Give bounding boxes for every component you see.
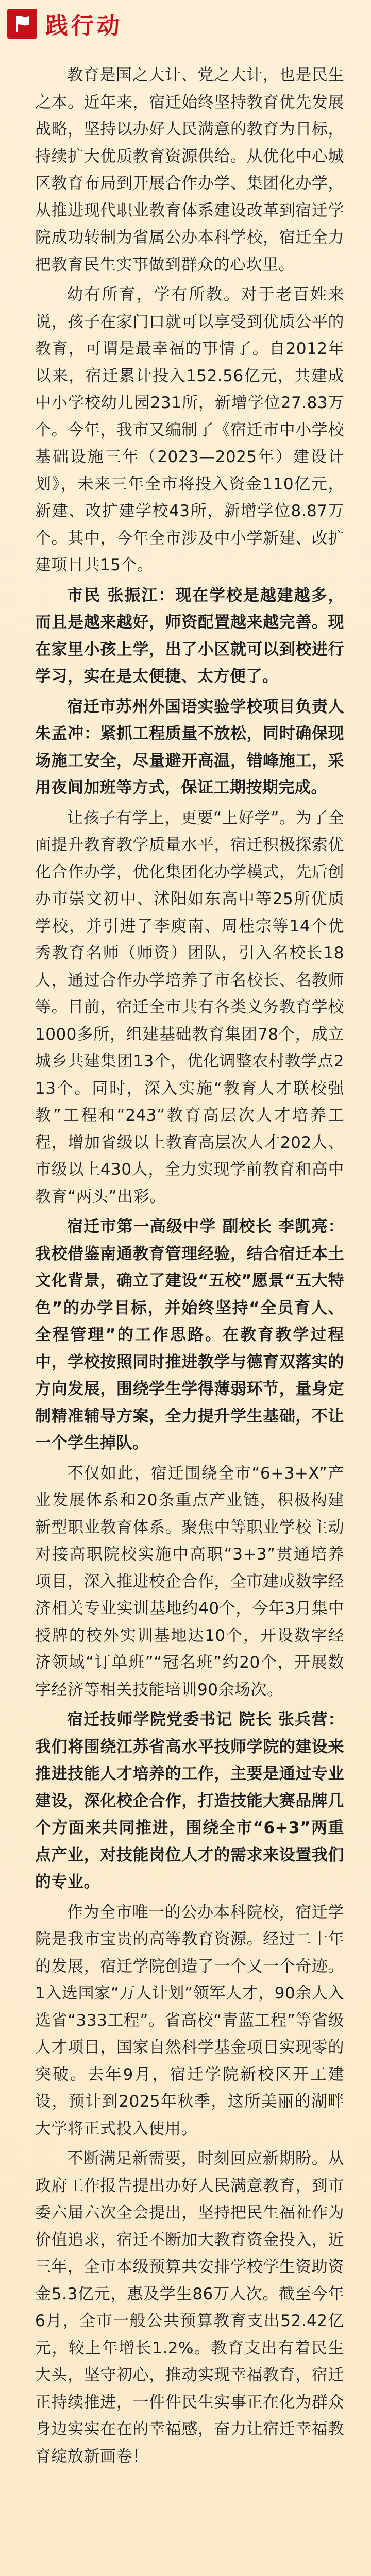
quote-citizen: 市民 张振江：现在学校是越建越多，而且是越来越好，师资配置越来越完善。现在家里小孩上学，出了小区就可以到校进行学习，实在是太便捷、太方便了。 — [35, 586, 344, 686]
paragraph-vocational-education: 不仅如此，宿迁围绕全市“6+3+X”产业发展体系和20条重点产业链，积极构建新型职业教育体系。聚焦中等职业学校主动对接高职院校实施中高职“3+3”贯通培养项目，深入推进校企合作，全市建成数字经济相关专业实训基地约40个，今年3月集中授牌的校外实训基地达10个，开设数字经济领域“订单班”“冠名班”约20个，开展数字经济等相关技能培训90余场次。 — [35, 1464, 344, 1699]
article-body — [35, 62, 344, 2473]
quote-vice-principal: 宿迁市第一高级中学 副校长 李凯亮：我校借鉴南通教育管理经验，结合宿迁本土文化背景，确立了建设“五校”愿景“五大特色”的办学目标，并始终坚持“全员育人、全程管理”的工作思路。在教育教学过程中，学校按照同时推进教学与德育双落实的方向发展，围绕学生学得薄弱环节，量身定制精准辅导方案，全力提升学生基础，不让一个学生掉队。 — [35, 1217, 344, 1452]
flag-icon — [7, 9, 37, 39]
paragraph-conclusion: 不断满足新需要，时刻回应新期盼。从政府工作报告提出办好人民满意教育，到市委六届六次全会提出，坚持把民生福祉作为价值追求，宿迁不断加大教育资金投入，近三年，全市本级预算共安排学校学生资助资金5.3亿元，惠及学生86万人次。截至今年6月，全市一般公共预算教育支出52.42亿元，较上年增长1.2%。教育支出有着民生大头，坚守初心，推动实现幸福教育，宿迁正持续推进，一件件民生实事正在化为群众身边实实在在的幸福感，奋力让宿迁幸福教育绽放新画卷！ — [35, 2149, 344, 2466]
paragraph-intro: 教育是国之大计、党之大计，也是民生之本。近年来，宿迁始终坚持教育优先发展战略，坚持以办好人民满意的教育为目标，持续扩大优质教育资源供给。从优化中心城区教育布局到开展合作办学、集团化办学，从推进现代职业教育体系建设改革到宿迁学院成功转制为省属公办本科学校，宿迁全力把教育民生实事做到群众的心坎里。 — [35, 66, 344, 274]
quote-project-manager: 宿迁市苏州外国语实验学校项目负责人 朱孟冲：紧抓工程质量不放松，同时确保现场施工安全，尽量避开高温，错峰施工，采用夜间加班等方式，保证工期按期完成。 — [35, 697, 344, 797]
paragraph-cooperative-schooling: 让孩子有学上，更要“上好学”。为了全面提升教育教学质量水平，宿迁积极探索优化合作办学，优化集团化办学模式，先后创办市崇文初中、沭阳如东高中等25所优质学校，并引进了李庾南、周桂宗等14个优秀教育名师（师资）团队，引入名校长18人，通过合作办学培养了市名校长、名教师等。目前，宿迁全市共有各类义务教育学校1000多所，组建基础教育集团78个，成立城乡共建集团13个，优化调整农村教学点213个。同时，深入实施“教育人才联校强教”工程和“243”教育高层次人才培养工程，增加省级以上教育高层次人才202人、市级以上430人，全力实现学前教育和高中教育“两头”出彩。 — [35, 808, 344, 1206]
paragraph-school-construction: 幼有所育，学有所教。对于老百姓来说，孩子在家门口就可以享受到优质公平的教育，可谓是最幸福的事情了。自2012年以来，宿迁累计投入152.56亿元，共建成中小学校幼儿园231所，新增学位27.83万个。今年，我市又编制了《宿迁市中小学校基础设施三年（2023—2025年）建设计划》，未来三年全市将投入资金110亿元，新建、改扩建学校43所，新增学位8.87万个。其中，今年全市涉及中小学新建、改扩建项目共15个。 — [35, 285, 344, 574]
paragraph-suqian-university: 作为全市唯一的公办本科院校，宿迁学院是我市宝贵的高等教育资源。经过二十年的发展，宿迁学院创造了一个又一个奇迹。1入选国家“万人计划”领军人才，90余人入选省“333工程”。省高校“青蓝工程”等省级人才项目，国家自然科学基金项目实现零的突破。去年9月，宿迁学院新校区开工建设，预计到2025年秋季，这所美丽的湖畔大学将正式投入使用。 — [35, 1903, 344, 2138]
quote-technician-college: 宿迁技师学院党委书记 院长 张兵营：我们将围绕江苏省高水平技师学院的建设来推进技能人才培养的工作，主要是通过专业建设，深化校企合作，打造技能大赛品牌几个方面来共同推进，围绕全市“6+3”两重点产业，对技能岗位人才的需求来设置我们的专业。 — [35, 1710, 344, 1891]
section-title: 践行动 — [45, 13, 123, 39]
section-header — [7, 7, 123, 40]
